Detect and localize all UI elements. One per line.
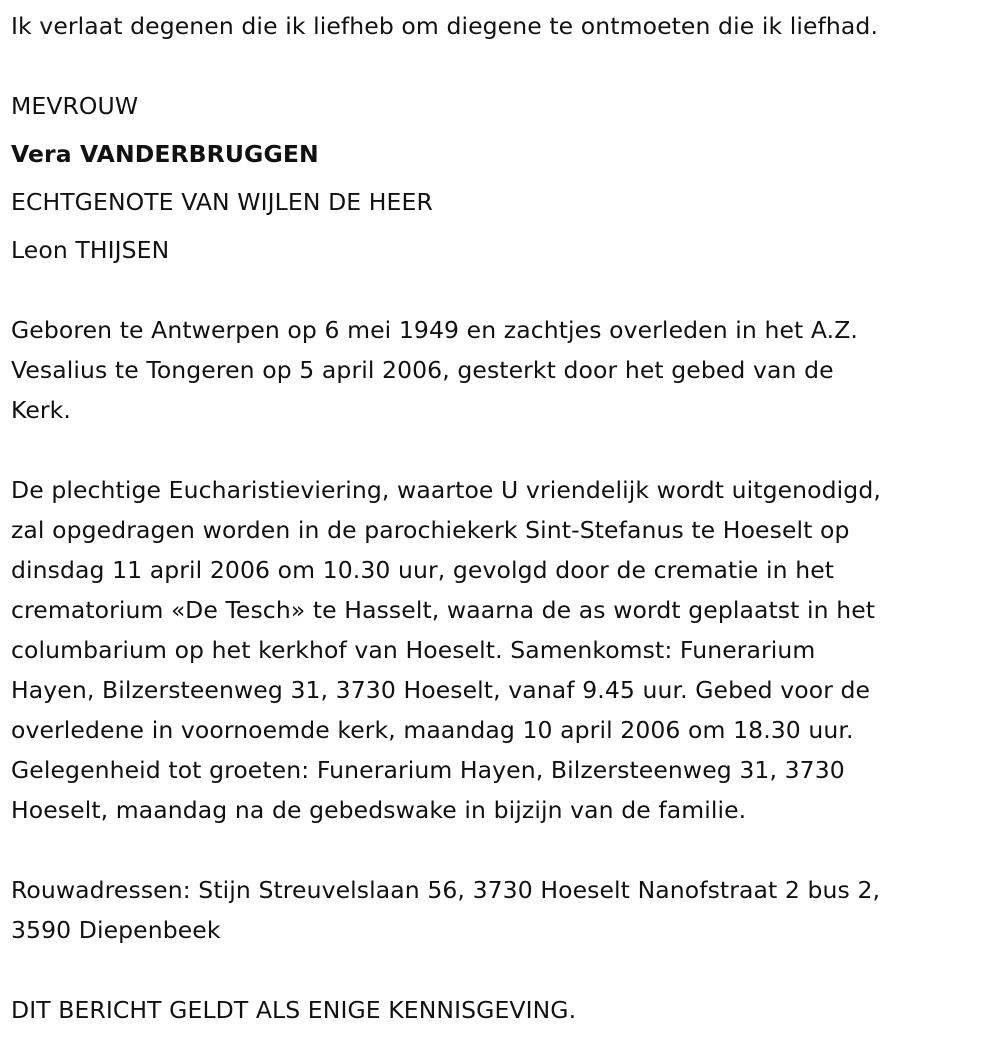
birth-death-paragraph — [11, 310, 858, 430]
notice: DIT BERICHT GELDT ALS ENIGE KENNISGEVING. — [11, 996, 577, 1024]
addresses-paragraph — [11, 870, 880, 950]
spouse-name: Leon THIJSEN — [11, 236, 170, 264]
paragraph-line: Kerk. — [11, 396, 71, 424]
title-prefix: MEVROUW — [11, 92, 139, 120]
motto: Ik verlaat degenen die ik liefheb om diegene te ontmoeten die ik liefhad. — [11, 12, 879, 40]
paragraph-line: Geboren te Antwerpen op 6 mei 1949 en zachtjes overleden in het A.Z. — [11, 316, 858, 344]
spouse-label: ECHTGENOTE VAN WIJLEN DE HEER — [11, 188, 433, 216]
paragraph-line: Hayen, Bilzersteenweg 31, 3730 Hoeselt, vanaf 9.45 uur. Gebed voor de — [11, 676, 871, 704]
paragraph-line: De plechtige Eucharistieviering, waartoe U vriendelijk wordt uitgenodigd, — [11, 476, 881, 504]
paragraph-line: Vesalius te Tongeren op 5 april 2006, gesterkt door het gebed van de — [11, 356, 834, 384]
paragraph-line: zal opgedragen worden in de parochiekerk Sint-Stefanus te Hoeselt op — [11, 516, 850, 544]
ceremony-paragraph — [11, 470, 881, 830]
paragraph-line: Rouwadressen: Stijn Streuvelslaan 56, 3730 Hoeselt Nanofstraat 2 bus 2, — [11, 876, 881, 904]
paragraph-line: Gelegenheid tot groeten: Funerarium Hayen, Bilzersteenweg 31, 3730 — [11, 756, 845, 784]
paragraph-line: overledene in voornoemde kerk, maandag 10 april 2006 om 18.30 uur. — [11, 716, 854, 744]
paragraph-line: dinsdag 11 april 2006 om 10.30 uur, gevolgd door de crematie in het — [11, 556, 835, 584]
paragraph-line: Hoeselt, maandag na de gebedswake in bijzijn van de familie. — [11, 796, 747, 824]
paragraph-line: crematorium «De Tesch» te Hasselt, waarna de as wordt geplaatst in het — [11, 596, 876, 624]
paragraph-line: columbarium op het kerkhof van Hoeselt. Samenkomst: Funerarium — [11, 636, 816, 664]
deceased-name: Vera VANDERBRUGGEN — [11, 140, 319, 168]
paragraph-line: 3590 Diepenbeek — [11, 916, 221, 944]
